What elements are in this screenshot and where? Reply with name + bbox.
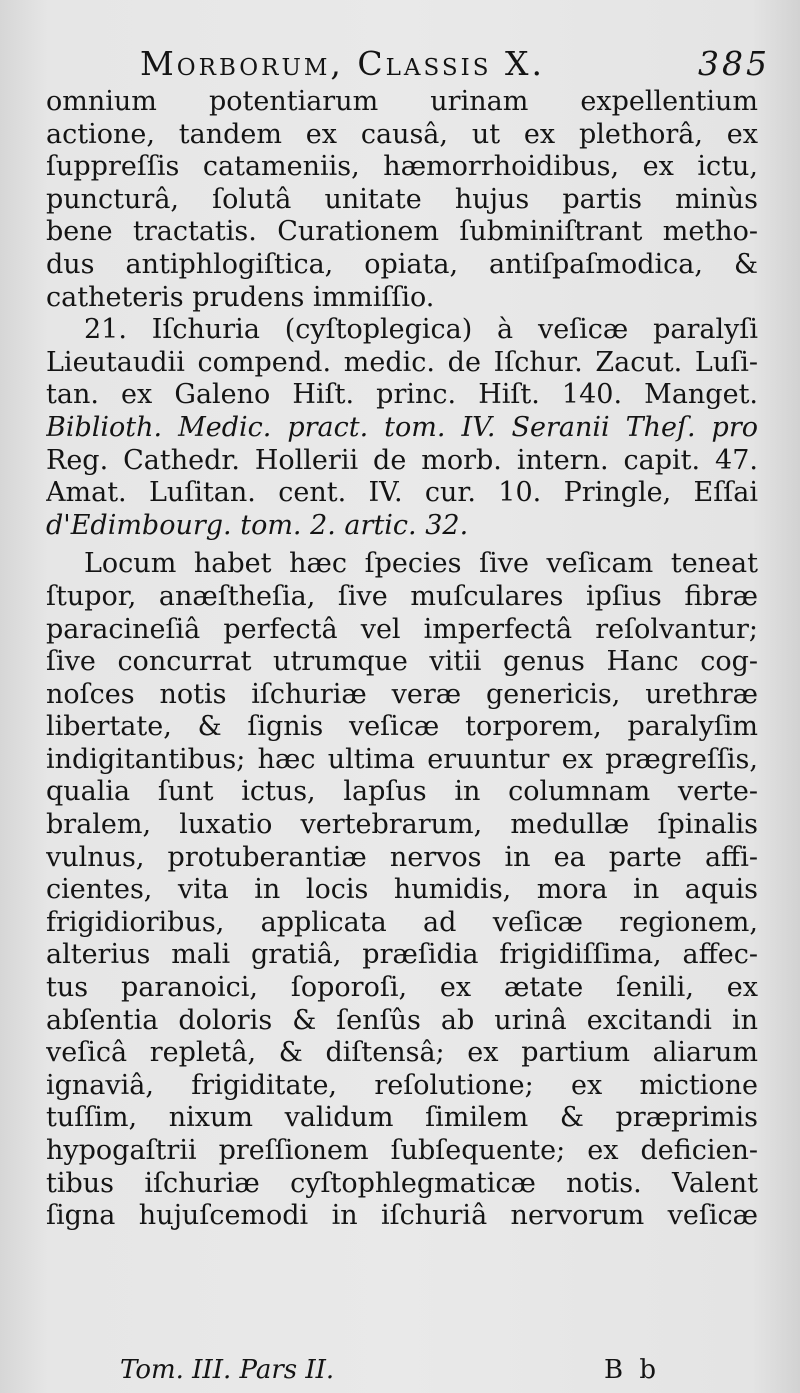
- text-line: qualia ſunt ictus, lapſus in columnam verte-: [46, 776, 758, 808]
- text-line: noſces notis iſchuriæ veræ genericis, urethræ: [46, 678, 758, 710]
- reference-line: Amat. Luſitan. cent. IV. cur. 10. Pringle, Eſſai: [46, 477, 758, 509]
- text-line: bene tractatis. Curationem ſubminiſtrant metho-: [46, 216, 758, 248]
- entry-heading: 21. Iſchuria (cyſtoplegica) à veſicæ paralyſi: [84, 314, 758, 346]
- text-line: tuſſim, nixum validum ſimilem & præprimis: [46, 1102, 758, 1134]
- text-line: hypogaſtrii preſſionem ſubſequente; ex deficien-: [46, 1135, 758, 1166]
- reference-line: Reg. Cathedr. Hollerii de morb. intern. capit. 47.: [46, 444, 758, 476]
- running-header: [140, 44, 780, 92]
- text-line: indigitantibus; hæc ultima eruuntur ex prægreſſis,: [46, 743, 758, 775]
- text-line: omnium potentiarum urinam expellentium: [46, 86, 758, 117]
- reference-line: Lieutaudii compend. medic. de Iſchur. Zacut. Luſi-: [46, 346, 758, 378]
- signature-mark: B b: [603, 1355, 660, 1385]
- page-footer: [120, 1352, 660, 1388]
- reference-line: d'Edimbourg. tom. 2. artic. 32.: [46, 509, 469, 541]
- text-line: ſive concurrat utrumque vitii genus Hanc cog-: [46, 646, 758, 678]
- text-line: puncturâ, ſolutâ unitate hujus partis minùs: [46, 183, 758, 215]
- volume-reference: Tom. III. Pars II.: [120, 1355, 335, 1385]
- text-line: libertate, & ſignis veſicæ torporem, paralyſim: [46, 711, 758, 743]
- text-line: actione, tandem ex causâ, ut ex plethorâ, ex: [46, 118, 758, 150]
- page-number: 385: [698, 44, 770, 83]
- reference-line: Biblioth. Medic. pract. tom. IV. Seranii Theſ. pro: [46, 411, 758, 443]
- text-line: dus antiphlogiſtica, opiata, antiſpaſmodica, &: [46, 248, 758, 280]
- text-line: ſigna hujuſcemodi in iſchuriâ nervorum veſicæ: [46, 1200, 758, 1232]
- reference-line: tan. ex Galeno Hiſt. princ. Hiſt. 140. Manget.: [46, 379, 758, 411]
- text-line: cientes, vita in locis humidis, mora in aquis: [46, 874, 758, 906]
- text-line: veſicâ repletâ, & diſtensâ; ex partium aliarum: [46, 1037, 758, 1069]
- text-line: bralem, luxatio vertebrarum, medullæ ſpinalis: [46, 809, 758, 841]
- text-line: ſuppreſſis catameniis, hæmorrhoidibus, ex ictu,: [46, 151, 758, 183]
- text-line: frigidioribus, applicata ad veſicæ regionem,: [46, 906, 758, 938]
- text-line: ſtupor, anæſtheſia, ſive muſculares ipſius fibræ: [46, 580, 758, 612]
- text-line: tus paranoici, ſoporoſi, ex ætate ſenili, ex: [46, 972, 758, 1004]
- text-line: Locum habet hæc ſpecies ſive veſicam teneat: [84, 548, 758, 580]
- entry-ischuria-cystoplegica: [46, 314, 758, 542]
- text-line: tibus iſchuriæ cyſtophlegmaticæ notis. Valent: [46, 1167, 758, 1199]
- paragraph-continuation: [46, 86, 758, 314]
- text-body: [46, 86, 758, 1233]
- text-line: catheteris prudens immiſſio.: [46, 281, 435, 313]
- text-line: ignaviâ, frigiditate, reſolutione; ex mictione: [46, 1069, 758, 1101]
- running-title: Morborum, Classis X.: [140, 44, 545, 83]
- text-line: alterius mali gratiâ, præſidia frigidiſſima, affec-: [46, 939, 758, 971]
- paragraph-description: [46, 548, 758, 1232]
- text-line: paracineſiâ perfectâ vel imperfectâ reſolvantur;: [46, 613, 758, 645]
- text-line: abſentia doloris & ſenſûs ab urinâ excitandi in: [46, 1004, 758, 1036]
- text-line: vulnus, protuberantiæ nervos in ea parte affi-: [46, 841, 758, 873]
